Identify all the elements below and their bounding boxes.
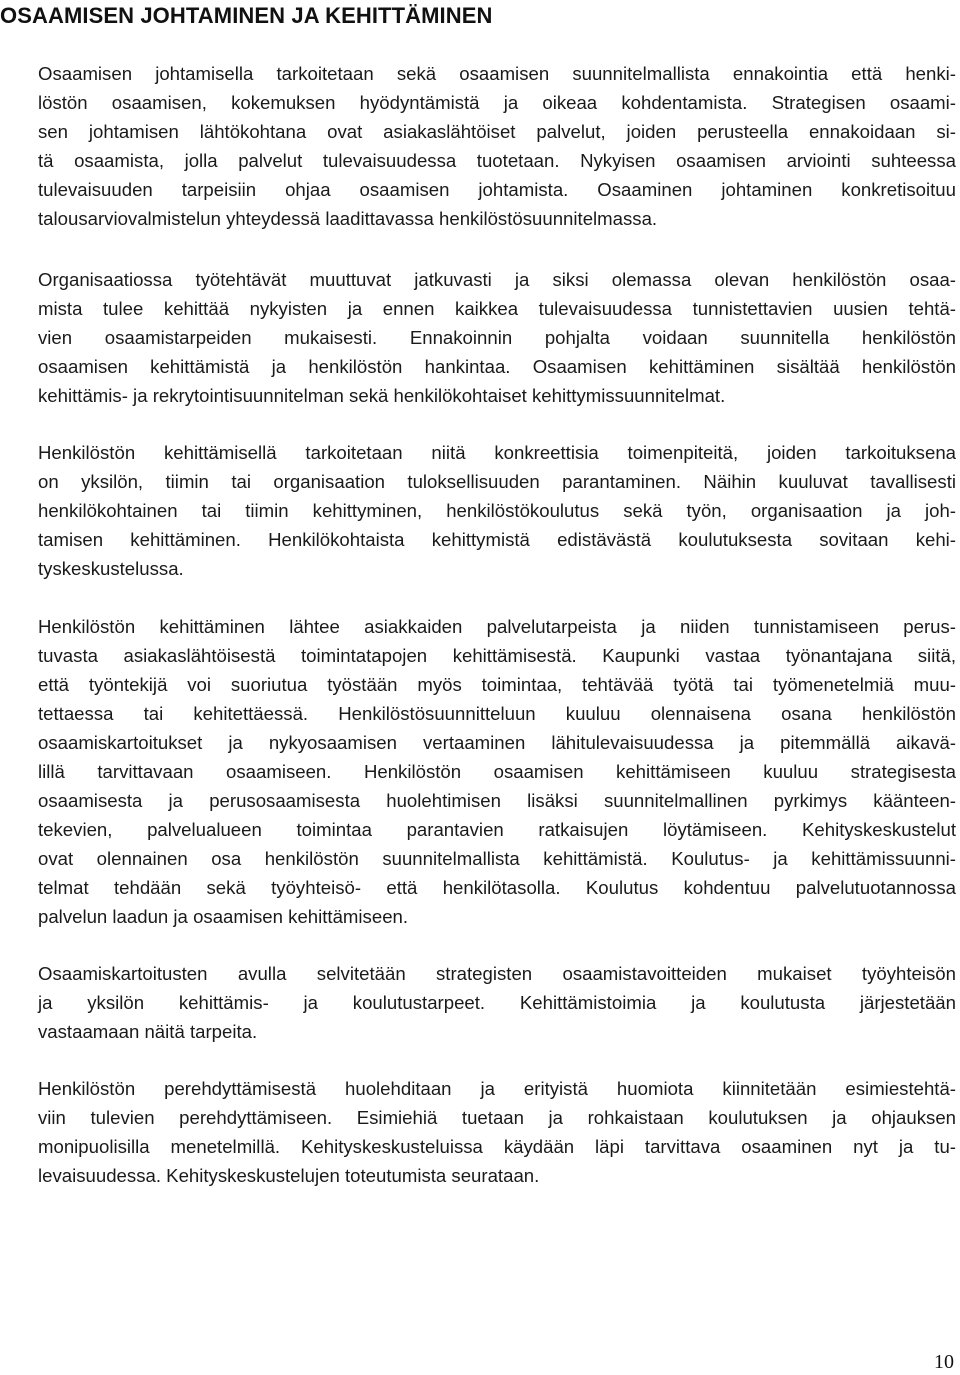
text-line: osaamisen kehittämistä ja henkilöstön hankintaa. Osaamisen kehittäminen sisältää henkilöstön [38,356,956,377]
text-line: talousarviovalmistelun yhteydessä laadittavassa henkilöstösuunnitelmassa. [38,208,658,229]
text-line: ovat olennainen osa henkilöstön suunnitelmallista kehittämistä. Koulutus- ja kehittämissuunni- [38,848,956,869]
text-line: vien osaamistarpeiden mukaisesti. Ennakoinnin pohjalta voidaan suunnitella henkilöstön [38,327,956,348]
text-line: Henkilöstön kehittäminen lähtee asiakkaiden palvelutarpeista ja niiden tunnistamiseen perus- [38,616,956,637]
paragraph-5 [38,959,956,1046]
text-line: löstön osaamisen, kokemuksen hyödyntämistä ja oikeaa kohdentamista. Strategisen osaami- [38,92,956,113]
text-line: ja yksilön kehittämis- ja koulutustarpeet. Kehittämistoimia ja koulutusta järjestetään [38,992,956,1013]
text-line: telmat tehdään sekä työyhteisö- että henkilötasolla. Koulutus kohdentuu palvelutuotannossa [38,877,956,898]
paragraph-3 [38,438,956,583]
text-line: sen johtamisen lähtökohtana ovat asiakaslähtöiset palvelut, joiden perusteella ennakoidaan si- [38,121,956,142]
text-line: tulevaisuuden tarpeisiin ohjaa osaamisen johtamista. Osaaminen johtaminen konkretisoituu [38,179,956,200]
section-heading: OSAAMISEN JOHTAMINEN JA KEHITTÄMINEN [0,3,493,28]
text-line: tä osaamista, jolla palvelut tulevaisuudessa tuotetaan. Nykyisen osaamisen arviointi suhteessa [38,150,956,171]
paragraph-6 [38,1074,956,1190]
text-line: tekevien, palvelualueen toimintaa parantavien ratkaisujen löytämiseen. Kehityskeskustelut [38,819,956,840]
text-line: Organisaatiossa työtehtävät muuttuvat jatkuvasti ja siksi olemassa olevan henkilöstön osaa- [38,269,956,290]
paragraph-2 [38,265,956,410]
text-line: tuvasta asiakaslähtöisestä toimintatapojen kehittämisestä. Kaupunki vastaa työnantajana siitä, [38,645,956,666]
text-line: monipuolisilla menetelmillä. Kehityskeskusteluissa käydään läpi tarvittava osaaminen nyt ja tu- [38,1136,956,1157]
paragraph-4 [38,612,956,931]
text-line: tamisen kehittäminen. Henkilökohtaista kehittymistä edistävästä koulutuksesta sovitaan kehi- [38,529,956,550]
text-line: vastaamaan näitä tarpeita. [38,1021,258,1042]
text-line: Henkilöstön perehdyttämisestä huolehditaan ja erityistä huomiota kiinnitetään esimiestehtä- [38,1078,956,1099]
text-line: palvelun laadun ja osaamisen kehittämiseen. [38,906,409,927]
text-line: viin tulevien perehdyttämiseen. Esimiehiä tuetaan ja rohkaistaan koulutuksen ja ohjauksen [38,1107,956,1128]
page-number: 10 [934,1351,954,1373]
paragraph-1 [38,59,956,233]
text-line: osaamisesta ja perusosaamisesta huolehtimisen lisäksi suunnitelmallinen pyrkimys käänteen- [38,790,956,811]
text-line: tyskeskustelussa. [38,558,184,579]
text-line: kehittämis- ja rekrytointisuunnitelman sekä henkilökohtaiset kehittymissuunnitelmat. [38,385,726,406]
text-line: osaamiskartoitukset ja nykyosaamisen vertaaminen lähitulevaisuudessa ja pitemmällä aikavä- [38,732,956,753]
text-line: levaisuudessa. Kehityskeskustelujen toteutumista seurataan. [38,1165,540,1186]
text-line: mista tulee kehittää nykyisten ja ennen kaikkea tulevaisuudessa tunnistettavien uusien tehtä- [38,298,956,319]
text-line: Henkilöstön kehittämisellä tarkoitetaan niitä konkreettisia toimenpiteitä, joiden tarkoituksena [38,442,956,463]
text-line: Osaamisen johtamisella tarkoitetaan sekä osaamisen suunnitelmallista ennakointia että henki- [38,63,956,84]
text-line: on yksilön, tiimin tai organisaation tuloksellisuuden parantaminen. Näihin kuuluvat tavallisesti [38,471,956,492]
text-line: henkilökohtainen tai tiimin kehittyminen, henkilöstökoulutus sekä työn, organisaation ja joh- [38,500,956,521]
text-line: että työntekijä voi suoriutua työstään myös toimintaa, tehtävää työtä tai työmenetelmiä muu- [38,674,956,695]
text-line: tettaessa tai kehitettäessä. Henkilöstösuunnitteluun kuuluu olennaisena osana henkilöstön [38,703,956,724]
text-line: Osaamiskartoitusten avulla selvitetään strategisten osaamistavoitteiden mukaiset työyhteisön [38,963,956,984]
text-line: lillä tarvittavaan osaamiseen. Henkilöstön osaamisen kehittämiseen kuuluu strategisesta [38,761,956,782]
